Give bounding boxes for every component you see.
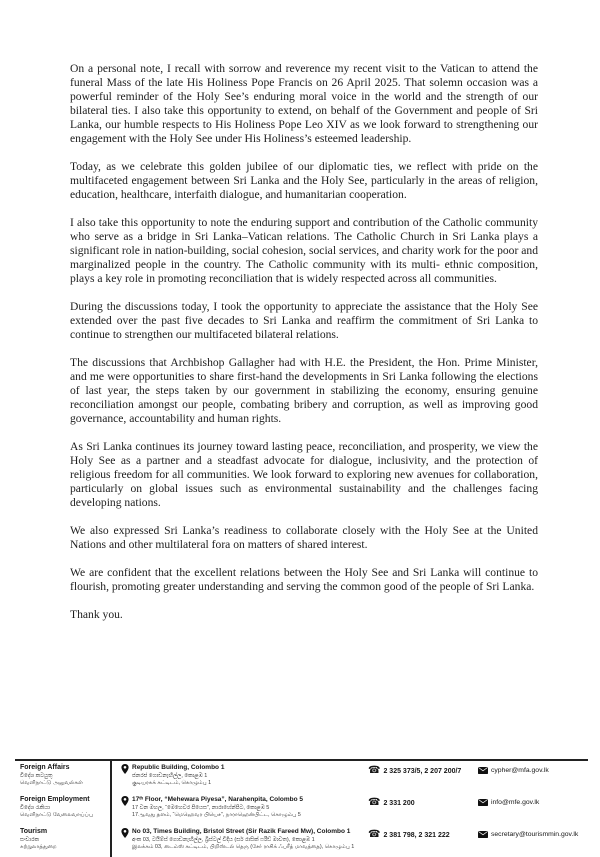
envelope-icon [478, 799, 488, 806]
email-text: secretary@tourismmin.gov.lk [491, 831, 579, 838]
paragraph: On a personal note, I recall with sorrow and reverence my recent visit to the Vatican to attend the funeral Mass of the late His Holiness Pope Francis on 26 April 2025. That solemn occasion was a powerful reminder of the Holy See’s enduring moral voice in the world and the strength of our bilateral ties. I also take this opportunity to extend, on behalf of the Government and people of Sri Lanka, our humble respects to His Holiness Pope Leo XIV as we look forward to strengthening our engagement with the Holy See under His Holiness’s esteemed leadership. [70, 62, 538, 145]
address-sinhala: 17 වන මහල, “මෙහෙවර පියෙස”, නාරාහේන්පිට, කොළඹ 5 [132, 804, 270, 811]
footer-row-tourism [0, 828, 600, 857]
ministry-name-tamil: சுற்றுலாத்துறை [20, 844, 57, 850]
phone-text: 2 325 373/5, 2 207 200/7 [383, 767, 462, 775]
footer-row-foreign-affairs [0, 764, 600, 796]
paragraph: During the discussions today, I took the opportunity to appreciate the assistance that the Holy See extended over the past five decades to Sri Lanka and reaffirm the commitment of Sri Lanka to continue to strengthen our multifaceted bilateral relations. [70, 300, 538, 341]
location-pin-icon [121, 828, 129, 838]
address-block [132, 796, 382, 820]
ministry-name-en: Tourism [20, 828, 48, 835]
footer-row-foreign-employment [0, 796, 600, 828]
ministry-block [20, 828, 106, 852]
envelope-icon [478, 767, 488, 774]
paragraph: I also take this opportunity to note the enduring support and contribution of the Catholic community who serve as a bridge in Sri Lanka–Vatican relations. The Catholic Church in Sri Lanka plays a significant role in nation-building, social cohesion, social services, and charity work for the poor and marginalized people in the country. The Catholic community with its multi- ethnic composition, plays a key role in promoting reconciliation that is widely respected across all communities. [70, 216, 538, 285]
phone-text: 2 381 798, 2 321 222 [383, 831, 450, 839]
phone-text: 2 331 200 [383, 799, 415, 807]
address-en: No 03, Times Building, Bristol Street (Sir Razik Fareed Mw), Colombo 1 [132, 828, 351, 835]
ministry-name-sinhala: විදේශ රැකියා [20, 804, 50, 811]
address-sinhala: ජනරජ ගොඩනැඟිල්ල, කොළඹ 1 [132, 772, 208, 779]
ministry-name-sinhala: සංචාරක [20, 836, 39, 843]
ministry-name-sinhala: විදේශ කටයුතු [20, 772, 53, 779]
ministry-block [20, 764, 106, 788]
location-pin-icon [121, 764, 129, 774]
paragraph: Today, as we celebrate this golden jubilee of our diplomatic ties, we reflect with pride on the multifaceted engagement between Sri Lanka and the Holy See, particularly in the areas of religion, education, healthcare, interfaith dialogue, and humanitarian cooperation. [70, 160, 538, 201]
telephone-icon: ☎ [368, 765, 381, 776]
email-address [478, 831, 598, 838]
paragraph: We also expressed Sri Lanka’s readiness to collaborate closely with the Holy See at the United Nations and other multilateral fora on matters of shared interest. [70, 524, 538, 551]
closing-line: Thank you. [70, 608, 123, 621]
email-address [478, 799, 598, 806]
email-text: info@mfe.gov.lk [491, 799, 540, 806]
phone-numbers [368, 798, 474, 808]
ministry-name-en: Foreign Employment [20, 796, 90, 803]
phone-numbers [368, 830, 474, 840]
address-en: Republic Building, Colombo 1 [132, 764, 225, 771]
envelope-icon [478, 831, 488, 838]
paragraph: As Sri Lanka continues its journey toward lasting peace, reconciliation, and prosperity, we view the Holy See as a partner and a steadfast advocate for dialogue, inclusivity, and the protection of religious freedom for all communities. We look forward to exploring new avenues for collaboration, particularly on global issues such as environmental sustainability and the challenges facing developing nations. [70, 440, 538, 509]
address-block [132, 828, 382, 852]
address-block [132, 764, 382, 788]
paragraph: We are confident that the excellent relations between the Holy See and Sri Lanka will continue to flourish, promoting greater understanding and serving the common good of the people of Sri Lanka. [70, 566, 538, 593]
ministry-name-tamil: வெளிநாட்டு அலுவல்கள் [20, 780, 83, 786]
ministry-block [20, 796, 106, 820]
address-tamil: குடியரசுக் கட்டிடம், கொழும்பு 1 [132, 780, 212, 786]
letter-body [70, 62, 538, 622]
footer-divider-line [15, 759, 588, 761]
contact-footer [0, 762, 600, 857]
ministry-name-tamil: வெளிநாட்டு வேலைவாய்ப்பு [20, 812, 93, 818]
email-address [478, 767, 598, 774]
ministry-name-en: Foreign Affairs [20, 764, 70, 771]
telephone-icon: ☎ [368, 797, 381, 808]
address-sinhala: අංක 03, ටයිම්ස් ගොඩනැඟිල්ල, බ්‍රිස්ටල් වීදිය (සර් රාසික් ෆරීඩ් මාවත), කොළඹ 1 [132, 836, 315, 843]
address-en: 17ᵗʰ Floor, “Mehewara Piyesa”, Narahenpita, Colombo 5 [132, 796, 304, 803]
location-pin-icon [121, 796, 129, 806]
address-tamil: 17ஆவது தளம், “மெஹெவர பியெச”, நாராஹென்பிட்ட, கொழும்பு 5 [132, 812, 301, 818]
paragraph: The discussions that Archbishop Gallagher had with H.E. the President, the Hon. Prime Minister, and me were opportunities to share first-hand the developments in Sri Lanka following the elections of last year, the steps taken by our government in stabilizing the economy, ensuring genuine reconciliation amongst our people, combating bribery and corruption, as well as improving good governance, accountability and human rights. [70, 356, 538, 425]
address-tamil: இலக்கம் 03, டைம்ஸ் கட்டிடம், பிறிஸ்டல் தெரு (சேர் ராசிக் ஃபரீத் மாவத்தை), கொழும்பு 1 [132, 844, 355, 850]
telephone-icon: ☎ [368, 829, 381, 840]
email-text: cypher@mfa.gov.lk [491, 767, 549, 774]
phone-numbers [368, 766, 474, 776]
